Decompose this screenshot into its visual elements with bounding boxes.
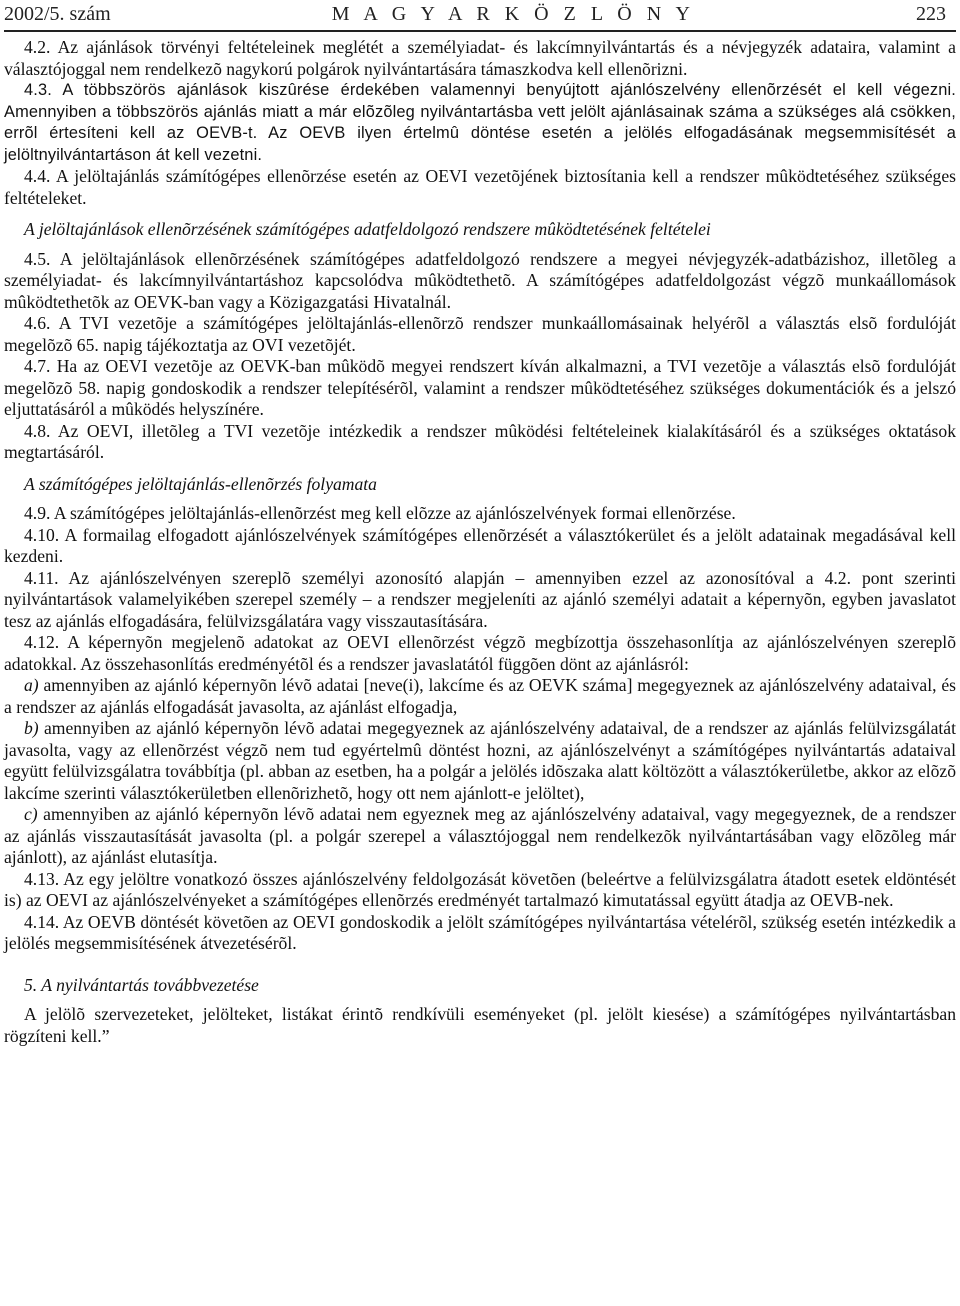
journal-title: M A G Y A R K Ö Z L Ö N Y bbox=[331, 3, 695, 25]
list-item-a bbox=[4, 675, 956, 718]
list-item-text: amennyiben az ajánló képernyõn lévõ adatai nem egyeznek meg az ajánlószelvény adataival, vagy megegyeznek, de a rendszer az ajánlás visszautasítását javasolta (pl. a polgár szerepel a választójoggal nem rendelkezõk nyilvántartásában vagy elõzõleg már ajánlott), az ajánlást elutasítja. bbox=[4, 804, 956, 867]
paragraph-4-13: 4.13. Az egy jelöltre vonatkozó összes ajánlószelvény feldolgozását követõen (beleértve a felülvizsgálatra átadott esetek eldöntését is) az OEVI az ajánlószelvényeket a számítógépes ellenõrzés eredményét tartalmazó kimutatással együtt átadja az OEVB-nek. bbox=[4, 868, 956, 910]
paragraph-4-12: 4.12. A képernyõn megjelenõ adatokat az OEVI ellenõrzést végzõ megbízottja összehasonlítja az ajánlószelvényen szereplõ adatokkal. Az összehasonlítás eredményétõl és a rendszer javaslatától függõen dönt az ajánlásról: bbox=[4, 632, 956, 674]
list-item-label: b) bbox=[24, 718, 39, 738]
paragraph-4-3: 4.3. A többszörös ajánlások kiszûrése érdekében valamennyi benyújtott ajánlószelvény ellenõrzését el kell végezni. Amennyiben a többszörös ajánlás miatt a már elõzõleg nyilvántartásba vett jelölt ajánlásainak száma a szükséges alá csökken, errõl értesíteni kell az OEVB-t. Az OEVB ilyen értelmû döntése esetén a jelölés elfogadásának megsemmisítését a jelöltnyilvántartáson át kell vezetni. bbox=[4, 81, 956, 164]
paragraph-4-2: 4.2. Az ajánlások törvényi feltételeinek meglétét a személyiadat- és lakcímnyilvántartás és a névjegyzék adataira, valamint a választójoggal nem rendelkezõ nagykorú polgárok nyilvántartására támaszkodva kell ellenõrizni. bbox=[4, 37, 956, 79]
paragraph-4-6: 4.6. A TVI vezetõje a számítógépes jelöltajánlás-ellenõrzõ rendszer munkaállomásainak helyérõl a választás elsõ fordulóját megelõzõ 65. napig tájékoztatja az OVI vezetõjét. bbox=[4, 313, 956, 355]
issue-number: 2002/5. szám bbox=[4, 3, 111, 25]
list-item-text: amennyiben az ajánló képernyõn lévõ adatai [neve(i), lakcíme és az OEVK száma] megegyeznek az ajánlószelvény adataival, és a rendszer az ajánlás elfogadását javasolta, az ajánlást elfogadja, bbox=[4, 675, 956, 717]
paragraph-5: A jelölõ szervezeteket, jelölteket, listákat érintõ rendkívüli eseményeket (pl. jelölt kiesése) a számítógépes nyilvántartásban rögzíteni kell.” bbox=[4, 1004, 956, 1046]
section-heading-continuation: 5. A nyilvántartás továbbvezetése bbox=[24, 974, 259, 995]
paragraph-4-10: 4.10. A formailag elfogadott ajánlószelvények számítógépes ellenõrzését a választókerület és a jelölt adatainak megadásával kell kezdeni. bbox=[4, 524, 956, 566]
paragraph-4-4: 4.4. A jelöltajánlás számítógépes ellenõrzése esetén az OEVI vezetõjének biztosítania kell a rendszer mûködtetéséhez szükséges feltételeket. bbox=[4, 166, 956, 208]
list-item-label: a) bbox=[24, 675, 39, 695]
paragraph-4-5: 4.5. A jelöltajánlások ellenõrzésének számítógépes adatfeldolgozó rendszere a megyei névjegyzék-adatbázishoz, illetõleg a személyiadat- és lakcímnyilvántartáshoz kapcsolódva mûködtethetõ. A számítógépes adatfeldolgozást végzõ munkaállomások mûködtethetõk az OEVK-ban vagy a Közigazgatási Hivatalnál. bbox=[4, 248, 956, 312]
page-header bbox=[4, 2, 956, 32]
paragraph-4-11: 4.11. Az ajánlószelvényen szereplõ személyi azonosító alapján – amennyiben ezzel az azonosítóval a 4.2. pont szerinti nyilvántartások valamelyikében szerepel személy – a rendszer megjeleníti az ajánló személyi adatait a képernyõn, egyben javaslatot tesz az ajánlás elfogadására, felülvizsgálatára vagy visszautasítására. bbox=[4, 567, 956, 631]
paragraph-4-7: 4.7. Ha az OEVI vezetõje az OEVK-ban mûködõ megyei rendszert kíván alkalmazni, a TVI vezetõje a választás elsõ fordulóját megelõzõ 58. napig gondoskodik a rendszer telepítésérõl, valamint a rendszer mûködtetéséhez szükséges dokumentációk és a jelszó eljuttatásáról a mûködés helyszínére. bbox=[4, 356, 956, 419]
paragraph-4-9: 4.9. A számítógépes jelöltajánlás-ellenõrzést meg kell elõzze az ajánlószelvények formai ellenõrzése. bbox=[24, 503, 736, 523]
list-item-b bbox=[4, 718, 956, 804]
section-heading-conditions: A jelöltajánlások ellenõrzésének számítógépes adatfeldolgozó rendszere mûködtetésének feltételei bbox=[24, 219, 711, 239]
page-number: 223 bbox=[915, 3, 946, 25]
paragraph-4-8: 4.8. Az OEVI, illetõleg a TVI vezetõje intézkedik a rendszer mûködési feltételeinek kialakításáról és a szükséges oktatások megtartásáról. bbox=[4, 420, 956, 462]
list-item-text: amennyiben az ajánló képernyõn lévõ adatai megegyeznek az ajánlószelvény adataival, de a rendszer az ajánlás felülvizsgálatát javasolta, vagy az ellenõrzést végzõ nem tud egyértelmû döntést hozni, az ajánlószelvényt a számítógépes nyilvántartás adataival együtt felülvizsgálatra továbbítja (pl. abban az esetben, ha a polgár a jelölés idõszaka alatt költözött a választókerületbe, akkor az elõzõ lakcíme szerinti választókerületben ellenõrizhetõ, hogy ott nem ajánlott-e jelöltet), bbox=[4, 718, 956, 803]
paragraph-4-14: 4.14. Az OEVB döntését követõen az OEVI gondoskodik a jelölt számítógépes nyilvántartása vételérõl, szükség esetén intézkedik a jelölés megsemmisítésének átvezetésérõl. bbox=[4, 911, 956, 953]
list-item-c bbox=[4, 804, 956, 869]
list-item-label: c) bbox=[24, 804, 38, 824]
section-heading-process: A számítógépes jelöltajánlás-ellenõrzés folyamata bbox=[24, 473, 377, 494]
